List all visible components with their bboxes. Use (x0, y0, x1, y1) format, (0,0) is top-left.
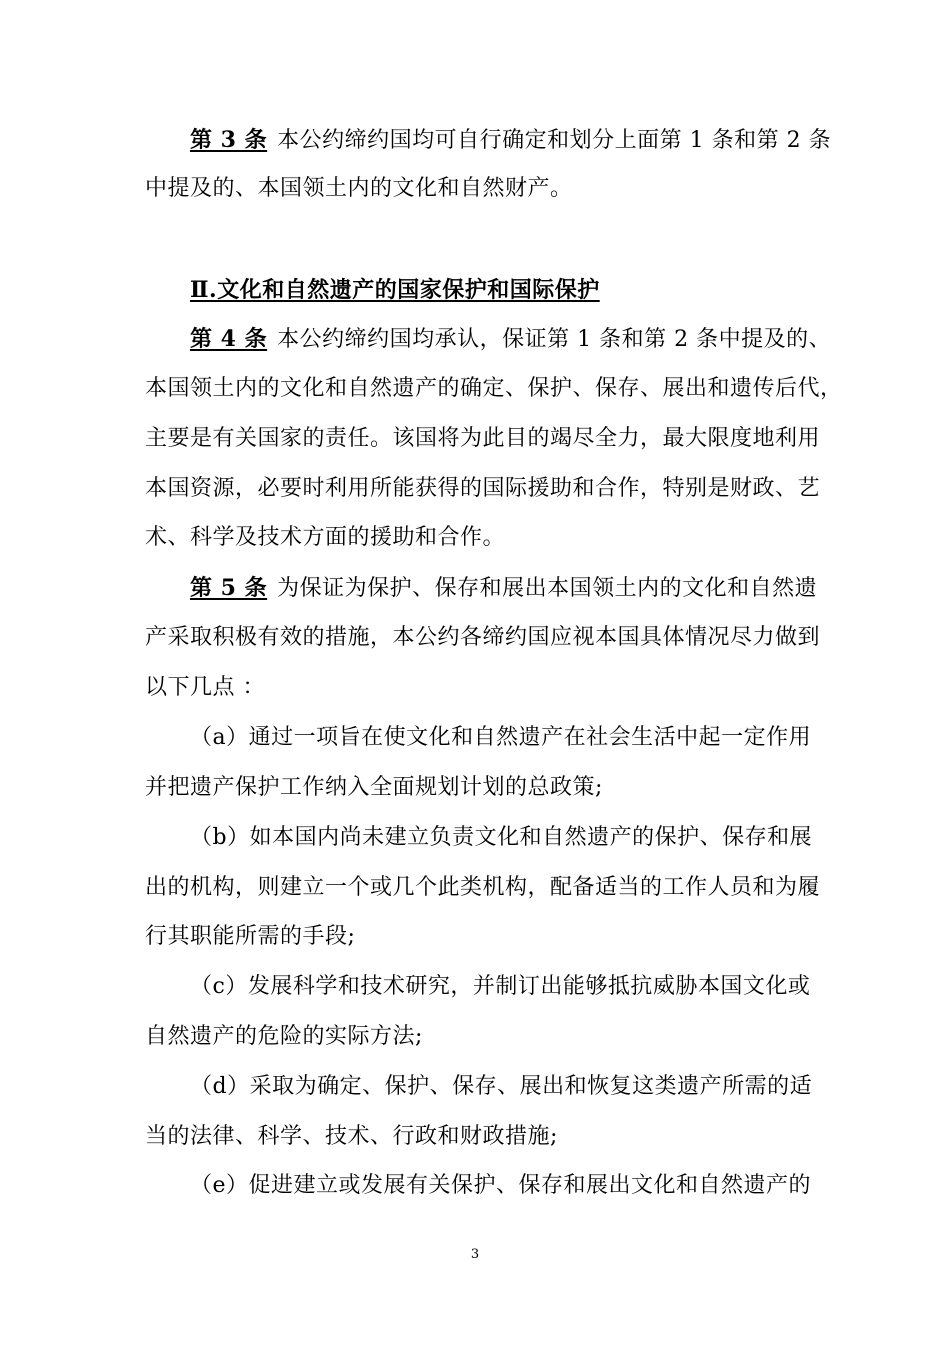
article-5-item-a-line-2: 并把遗产保护工作纳入全面规划计划的总政策; (145, 775, 603, 800)
article-5-label: 第 5 条 (190, 575, 268, 601)
article-5-item-b-line-3: 行其职能所需的手段; (145, 924, 356, 949)
article-5-line-2: 产采取积极有效的措施，本公约各缔约国应视本国具体情况尽力做到 (145, 625, 821, 650)
article-4-line-1: 本公约缔约国均承认，保证第 1 条和第 2 条中提及的、 (277, 327, 832, 352)
article-5-line-1: 为保证为保护、保存和展出本国领土内的文化和自然遗 (277, 576, 818, 601)
article-5-item-b-line-2: 出的机构，则建立一个或几个此类机构，配备适当的工作人员和为履 (145, 875, 821, 900)
article-5-line-3: 以下几点 ： (145, 675, 265, 700)
article-3-line-2: 中提及的、本国领土内的文化和自然财产。 (145, 176, 573, 201)
article-5-item-b-line-1: （b）如本国内尚未建立负责文化和自然遗产的保护、保存和展 (190, 825, 813, 850)
page-number: 3 (470, 1247, 480, 1262)
article-5-paragraph (190, 572, 818, 604)
article-4-line-4: 本国资源，必要时利用所能获得的国际援助和合作，特别是财政、艺 (145, 476, 821, 501)
article-5-item-c-line-2: 自然遗产的危险的实际方法; (145, 1024, 423, 1049)
article-3-label: 第 3 条 (190, 127, 268, 153)
article-4-line-3: 主要是有关国家的责任。该国将为此目的竭尽全力，最大限度地利用 (145, 426, 821, 451)
article-4-line-2: 本国领土内的文化和自然遗产的确定、保护、保存、展出和遗传后代， (145, 376, 843, 401)
article-5-item-d-line-1: （d）采取为确定、保护、保存、展出和恢复这类遗产所需的适 (190, 1074, 813, 1099)
article-5-item-e-line-1: （e）促进建立或发展有关保护、保存和展出文化和自然遗产的 (190, 1173, 812, 1198)
article-3-line-1: 本公约缔约国均可自行确定和划分上面第 1 条和第 2 条 (277, 128, 832, 153)
article-4-paragraph (190, 323, 832, 355)
article-5-item-c-line-1: （c）发展科学和技术研究，并制订出能够抵抗威胁本国文化或 (190, 974, 811, 999)
article-4-line-5: 术、科学及技术方面的援助和合作。 (145, 525, 506, 550)
article-3-paragraph (190, 124, 832, 156)
section-2-title: Ⅱ.文化和自然遗产的国家保护和国际保护 (190, 277, 600, 303)
article-5-item-d-line-2: 当的法律、科学、技术、行政和财政措施; (145, 1124, 558, 1149)
article-5-item-a-line-1: （a）通过一项旨在使文化和自然遗产在社会生活中起一定作用 (190, 725, 812, 750)
article-4-label: 第 4 条 (190, 326, 268, 352)
